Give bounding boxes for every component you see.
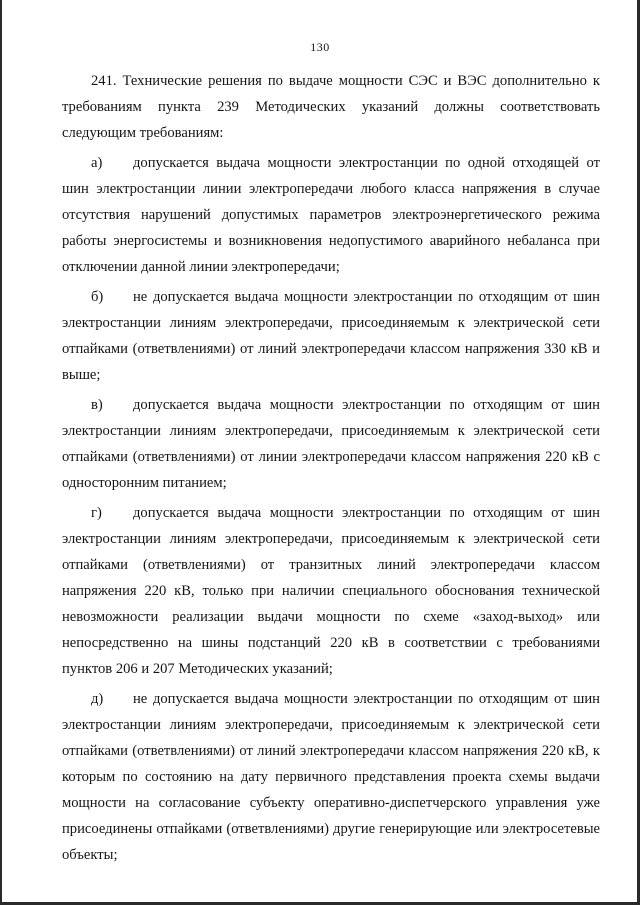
list-item-v [62, 392, 600, 496]
list-marker: а) [91, 155, 103, 171]
list-item-d [62, 686, 600, 868]
list-item-g [62, 500, 600, 682]
list-item-text: не допускается выдача мощности электростанции по отходящим от шин электростанции линиям электропередачи, присоединяемым к электрической сети отпайками (ответвлениями) от линий электропередачи классом напряжения 220 кВ, к которым по состоянию на дату первичного представления проекта схемы выдачи мощности на согласование субъекту оперативно-диспетчерского управления уже присоединены отпайками (ответвлениями) другие генерирующие или электросетевые объекты; [62, 691, 600, 863]
list-item-a [62, 150, 600, 280]
list-marker: б) [91, 289, 104, 305]
document-body [62, 68, 600, 868]
list-item-text: не допускается выдача мощности электростанции по отходящим от шин электростанции линиям электропередачи, присоединяемым к электрической сети отпайками (ответвлениями) от линий электропередачи классом напряжения 330 кВ и выше; [62, 289, 600, 383]
scan-edge-left [0, 0, 2, 905]
list-item-text: допускается выдача мощности электростанции по отходящим от шин электростанции линиям электропередачи, присоединяемым к электрической сети отпайками (ответвлениями) от линии электропередачи классом напряжения 220 кВ с односторонним питанием; [62, 397, 600, 491]
list-item-text: допускается выдача мощности электростанции по отходящим от шин электростанции линиям электропередачи, присоединяемым к электрической сети отпайками (ответвлениями) от транзитных линий электропередачи классом напряжения 220 кВ, только при наличии специального обоснования технической невозможности реализации выдачи мощности по схеме «заход-выход» или непосредственно на шины подстанций 220 кВ в соответствии с требованиями пунктов 206 и 207 Методических указаний; [62, 505, 600, 677]
list-marker: г) [91, 505, 102, 521]
paragraph-text: 241. Технические решения по выдаче мощности СЭС и ВЭС дополнительно к требованиям пункта 239 Методических указаний должны соответствовать следующим требованиям: [62, 73, 600, 141]
list-item-text: допускается выдача мощности электростанции по одной отходящей от шин электростанции линии электропередачи любого класса напряжения в случае отсутствия нарушений допустимых параметров электроэнергетического режима работы энергосистемы и возникновения недопустимого аварийного небаланса при отключении данной линии электропередачи; [62, 155, 600, 275]
list-item-b [62, 284, 600, 388]
paragraph-241 [62, 68, 600, 146]
page-number: 130 [310, 40, 330, 54]
list-marker: д) [91, 691, 104, 707]
list-marker: в) [91, 397, 103, 413]
